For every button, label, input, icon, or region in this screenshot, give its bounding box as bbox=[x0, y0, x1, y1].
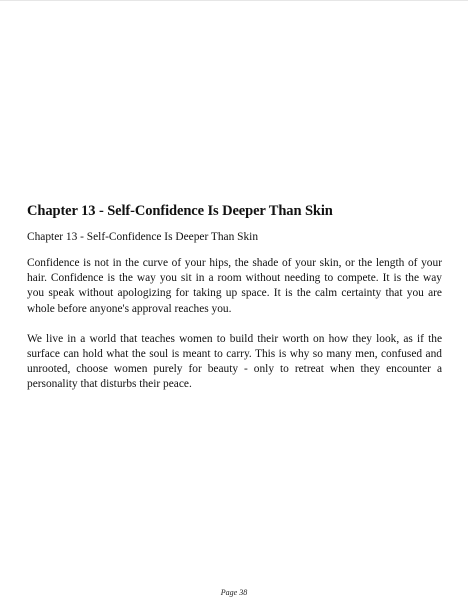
body-paragraph: Confidence is not in the curve of your hips, the shade of your skin, or the length of your hair. Confidence is the way you sit in a room without needing to compete. It is the way you speak without apologizing for taking up space. It is the calm certainty that you are whole before anyone's approval reaches you. bbox=[27, 257, 442, 315]
chapter-subheading: Chapter 13 - Self-Confidence Is Deeper Than Skin bbox=[27, 231, 259, 243]
page-content bbox=[27, 201, 442, 393]
page-number: Page 38 bbox=[220, 588, 248, 597]
chapter-heading: Chapter 13 - Self-Confidence Is Deeper Than Skin bbox=[27, 203, 333, 219]
body-paragraph: We live in a world that teaches women to build their worth on how they look, as if the surface can hold what the soul is meant to carry. This is why so many men, confused and unrooted, choose women purely for beauty - only to retreat when they encounter a personality that disturbs their peace. bbox=[27, 332, 442, 391]
